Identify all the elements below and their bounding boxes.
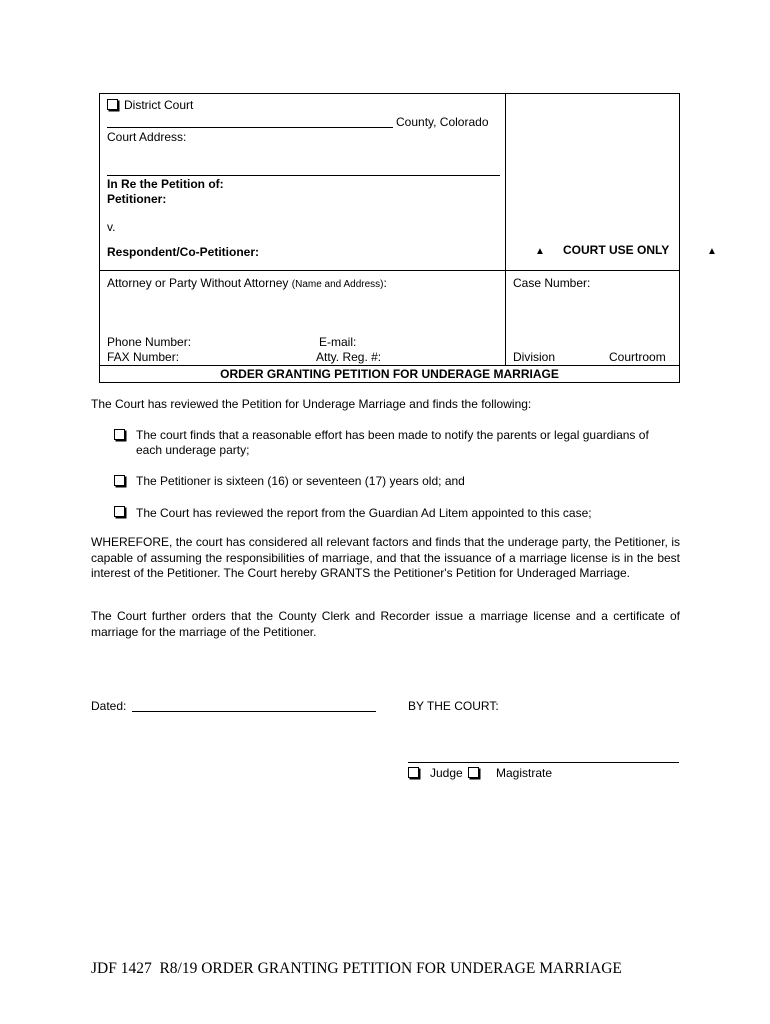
county-suffix: County, Colorado [396,115,489,129]
finding-1-text: The court finds that a reasonable effort has been made to notify the parents or legal guardians of [136,428,649,442]
district-court-checkbox[interactable] [107,99,118,110]
caption-row-divider [99,270,680,271]
dated-line[interactable] [132,711,376,712]
division-label: Division [513,350,556,364]
attorney-label [107,276,387,290]
caption-border-top [99,93,680,94]
respondent-label: Respondent/Co-Petitioner: [107,245,259,259]
in-re-label: In Re the Petition of: [107,177,224,191]
by-the-court-label: BY THE COURT: [408,699,499,713]
court-use-right-arrow-icon: ▲ [707,246,717,257]
form-footer: JDF 1427 R8/19 ORDER GRANTING PETITION FOR UNDERAGE MARRIAGE [91,960,622,977]
atty-reg-label: Atty. Reg. #: [316,350,382,364]
district-court-option[interactable] [107,98,193,112]
finding-3-checkbox[interactable] [114,506,125,517]
caption-border-right [679,93,680,383]
further-orders-paragraph: The Court further orders that the County Clerk and Recorder issue a marriage license and a certificate of marriage for the marriage of the Petitioner. [91,609,680,639]
attorney-sub-text: (Name and Address) [291,279,384,290]
wherefore-paragraph: WHEREFORE, the court has considered all relevant factors and finds that the underage party, the Petitioner, is capable of assuming the responsibilities of marriage, and that the issuance of a marriage license is in the best interest of the Petitioner. The Court hereby GRANTS the Petitioner's Petition for Underaged Marriage. [91,535,680,580]
attorney-main-text: Attorney or Party Without Attorney [107,276,289,290]
finding-2-text: The Petitioner is sixteen (16) or seventeen (17) years old; and [136,474,465,488]
county-name-line[interactable] [107,127,393,128]
magistrate-checkbox[interactable] [468,767,479,778]
fax-number-label: FAX Number: [107,350,180,364]
phone-number-label: Phone Number: [107,335,192,349]
caption-border-left [99,93,100,383]
caption-border-bottom [99,382,680,383]
dated-label: Dated: [91,699,127,713]
district-court-label: District Court [124,98,194,112]
versus-label: v. [107,220,116,234]
intro-text: The Court has reviewed the Petition for Underage Marriage and finds the following: [91,397,532,411]
form-title: ORDER GRANTING PETITION FOR UNDERAGE MARRIAGE [220,367,559,381]
case-number-label[interactable]: Case Number: [513,276,591,290]
petitioner-label: Petitioner: [107,192,167,206]
finding-2-checkbox[interactable] [114,475,125,486]
finding-1-text-cont: each underage party; [136,443,250,457]
caption-column-divider [505,93,506,365]
attorney-colon: : [383,276,387,290]
court-address-label: Court Address: [107,130,187,144]
magistrate-label: Magistrate [496,766,553,780]
finding-3-text: The Court has reviewed the report from the Guardian Ad Litem appointed to this case; [136,506,592,520]
court-address-line[interactable] [107,175,500,176]
email-label: E-mail: [319,335,357,349]
judge-checkbox[interactable] [408,767,419,778]
court-use-only-label: COURT USE ONLY [563,243,670,257]
courtroom-label: Courtroom [609,350,666,364]
signature-line[interactable] [408,762,679,763]
court-use-left-arrow-icon: ▲ [535,246,545,257]
caption-title-divider [99,365,680,366]
judge-label: Judge [430,766,463,780]
finding-1-checkbox[interactable] [114,429,125,440]
